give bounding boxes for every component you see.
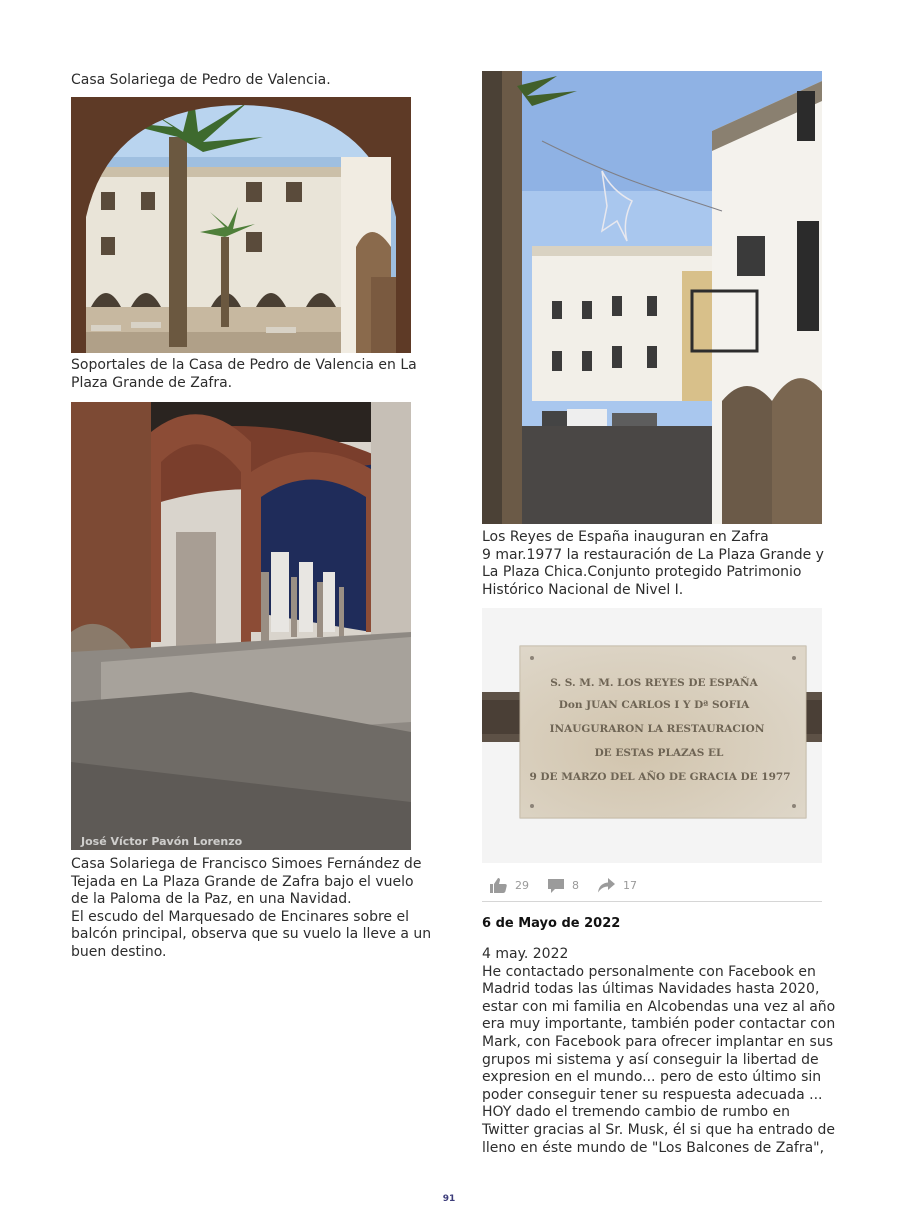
photo-plaza-grande-arch [71, 97, 411, 353]
caption-casa-simoes-line-6: buen destino. [71, 943, 167, 960]
plaque-line-4: DE ESTAS PLAZAS EL [594, 747, 724, 759]
caption-casa-simoes-line-3: de la Paloma de la Paz, en una Navidad. [71, 891, 352, 908]
like-count: 29 [515, 878, 529, 892]
share-count-group[interactable] [598, 875, 637, 895]
photo-commemorative-plaque [482, 608, 822, 863]
caption-casa-simoes-line-4: El escudo del Marquesado de Encinares sobre el [71, 908, 409, 925]
post-body-line-3: estar con mi familia en Alcobendas una vez al año [482, 998, 836, 1015]
caption-reyes-line-2: 9 mar.1977 la restauración de La Plaza Grande y [482, 546, 824, 563]
post-body-line-11: lleno en éste mundo de "Los Balcones de Zafra", [482, 1139, 825, 1156]
share-icon [598, 878, 615, 893]
plaque-line-2: Don JUAN CARLOS I Y Dª SOFIA [558, 699, 750, 711]
post-body-line-1: He contactado personalmente con Facebook en [482, 963, 816, 980]
caption-casa-simoes-line-2: Tejada en La Plaza Grande de Zafra bajo el vuelo [71, 873, 414, 890]
caption-casa-simoes-line-5: balcón principal, observa que su vuelo la lleve a un [71, 926, 432, 943]
post-body-line-10: Twitter gracias al Sr. Musk, él si que ha entrado de [482, 1121, 835, 1138]
post-date: 4 may. 2022 [482, 946, 569, 962]
reaction-bar [490, 875, 822, 895]
caption-reyes-espana [482, 529, 824, 599]
comment-count: 8 [572, 878, 579, 892]
like-count-group[interactable] [490, 875, 529, 895]
caption-soportales-line-1: Soportales de la Casa de Pedro de Valencia en La [71, 357, 417, 373]
caption-casa-simoes-line-1: Casa Solariega de Francisco Simoes Fernández de [71, 856, 422, 872]
post-body-line-9: HOY dado el tremendo cambio de rumbo en [482, 1104, 790, 1121]
comment-count-group[interactable] [548, 875, 579, 895]
plaque-line-5: 9 DE MARZO DEL AÑO DE GRACIA DE 1977 [529, 771, 791, 783]
like-icon [490, 878, 507, 893]
post-body-line-2: Madrid todas las últimas Navidades hasta 2020, [482, 981, 820, 998]
post-body-line-7: expresion en el mundo... pero de esto último sin [482, 1069, 822, 1086]
plaque-line-3: INAUGURARON LA RESTAURACION [549, 723, 765, 735]
caption-soportales [71, 357, 417, 392]
post-body-line-4: era muy importante, también poder contactar con [482, 1016, 836, 1033]
page-number: 91 [442, 1194, 456, 1204]
caption-reyes-line-4: Histórico Nacional de Nivel I. [482, 581, 684, 598]
divider [482, 901, 822, 902]
post-body-line-6: grupos mi sistema y así conseguir la libertad de [482, 1051, 819, 1068]
share-count: 17 [623, 878, 637, 892]
post-body-line-5: Mark, con Facebook para ofrecer implantar en sus [482, 1033, 833, 1050]
caption-soportales-line-2: Plaza Grande de Zafra. [71, 374, 233, 391]
caption-reyes-line-3: La Plaza Chica.Conjunto protegido Patrimonio [482, 564, 802, 581]
comment-icon [548, 878, 564, 893]
post-body [482, 946, 835, 1157]
post-title: 6 de Mayo de 2022 [482, 916, 621, 931]
post-body-line-8: poder conseguir tener su respuesta adecuada ... [482, 1086, 823, 1103]
photo-watermark: José Víctor Pavón Lorenzo [81, 835, 243, 848]
plaque-line-1: S. S. M. M. LOS REYES DE ESPAÑA [550, 677, 758, 689]
caption-reyes-line-1: Los Reyes de España inauguran en Zafra [482, 529, 769, 545]
photo-soportales-arcade [71, 402, 411, 850]
caption-pedro-valencia: Casa Solariega de Pedro de Valencia. [71, 72, 331, 88]
caption-casa-simoes [71, 856, 431, 962]
photo-plaza-chica [482, 71, 822, 524]
